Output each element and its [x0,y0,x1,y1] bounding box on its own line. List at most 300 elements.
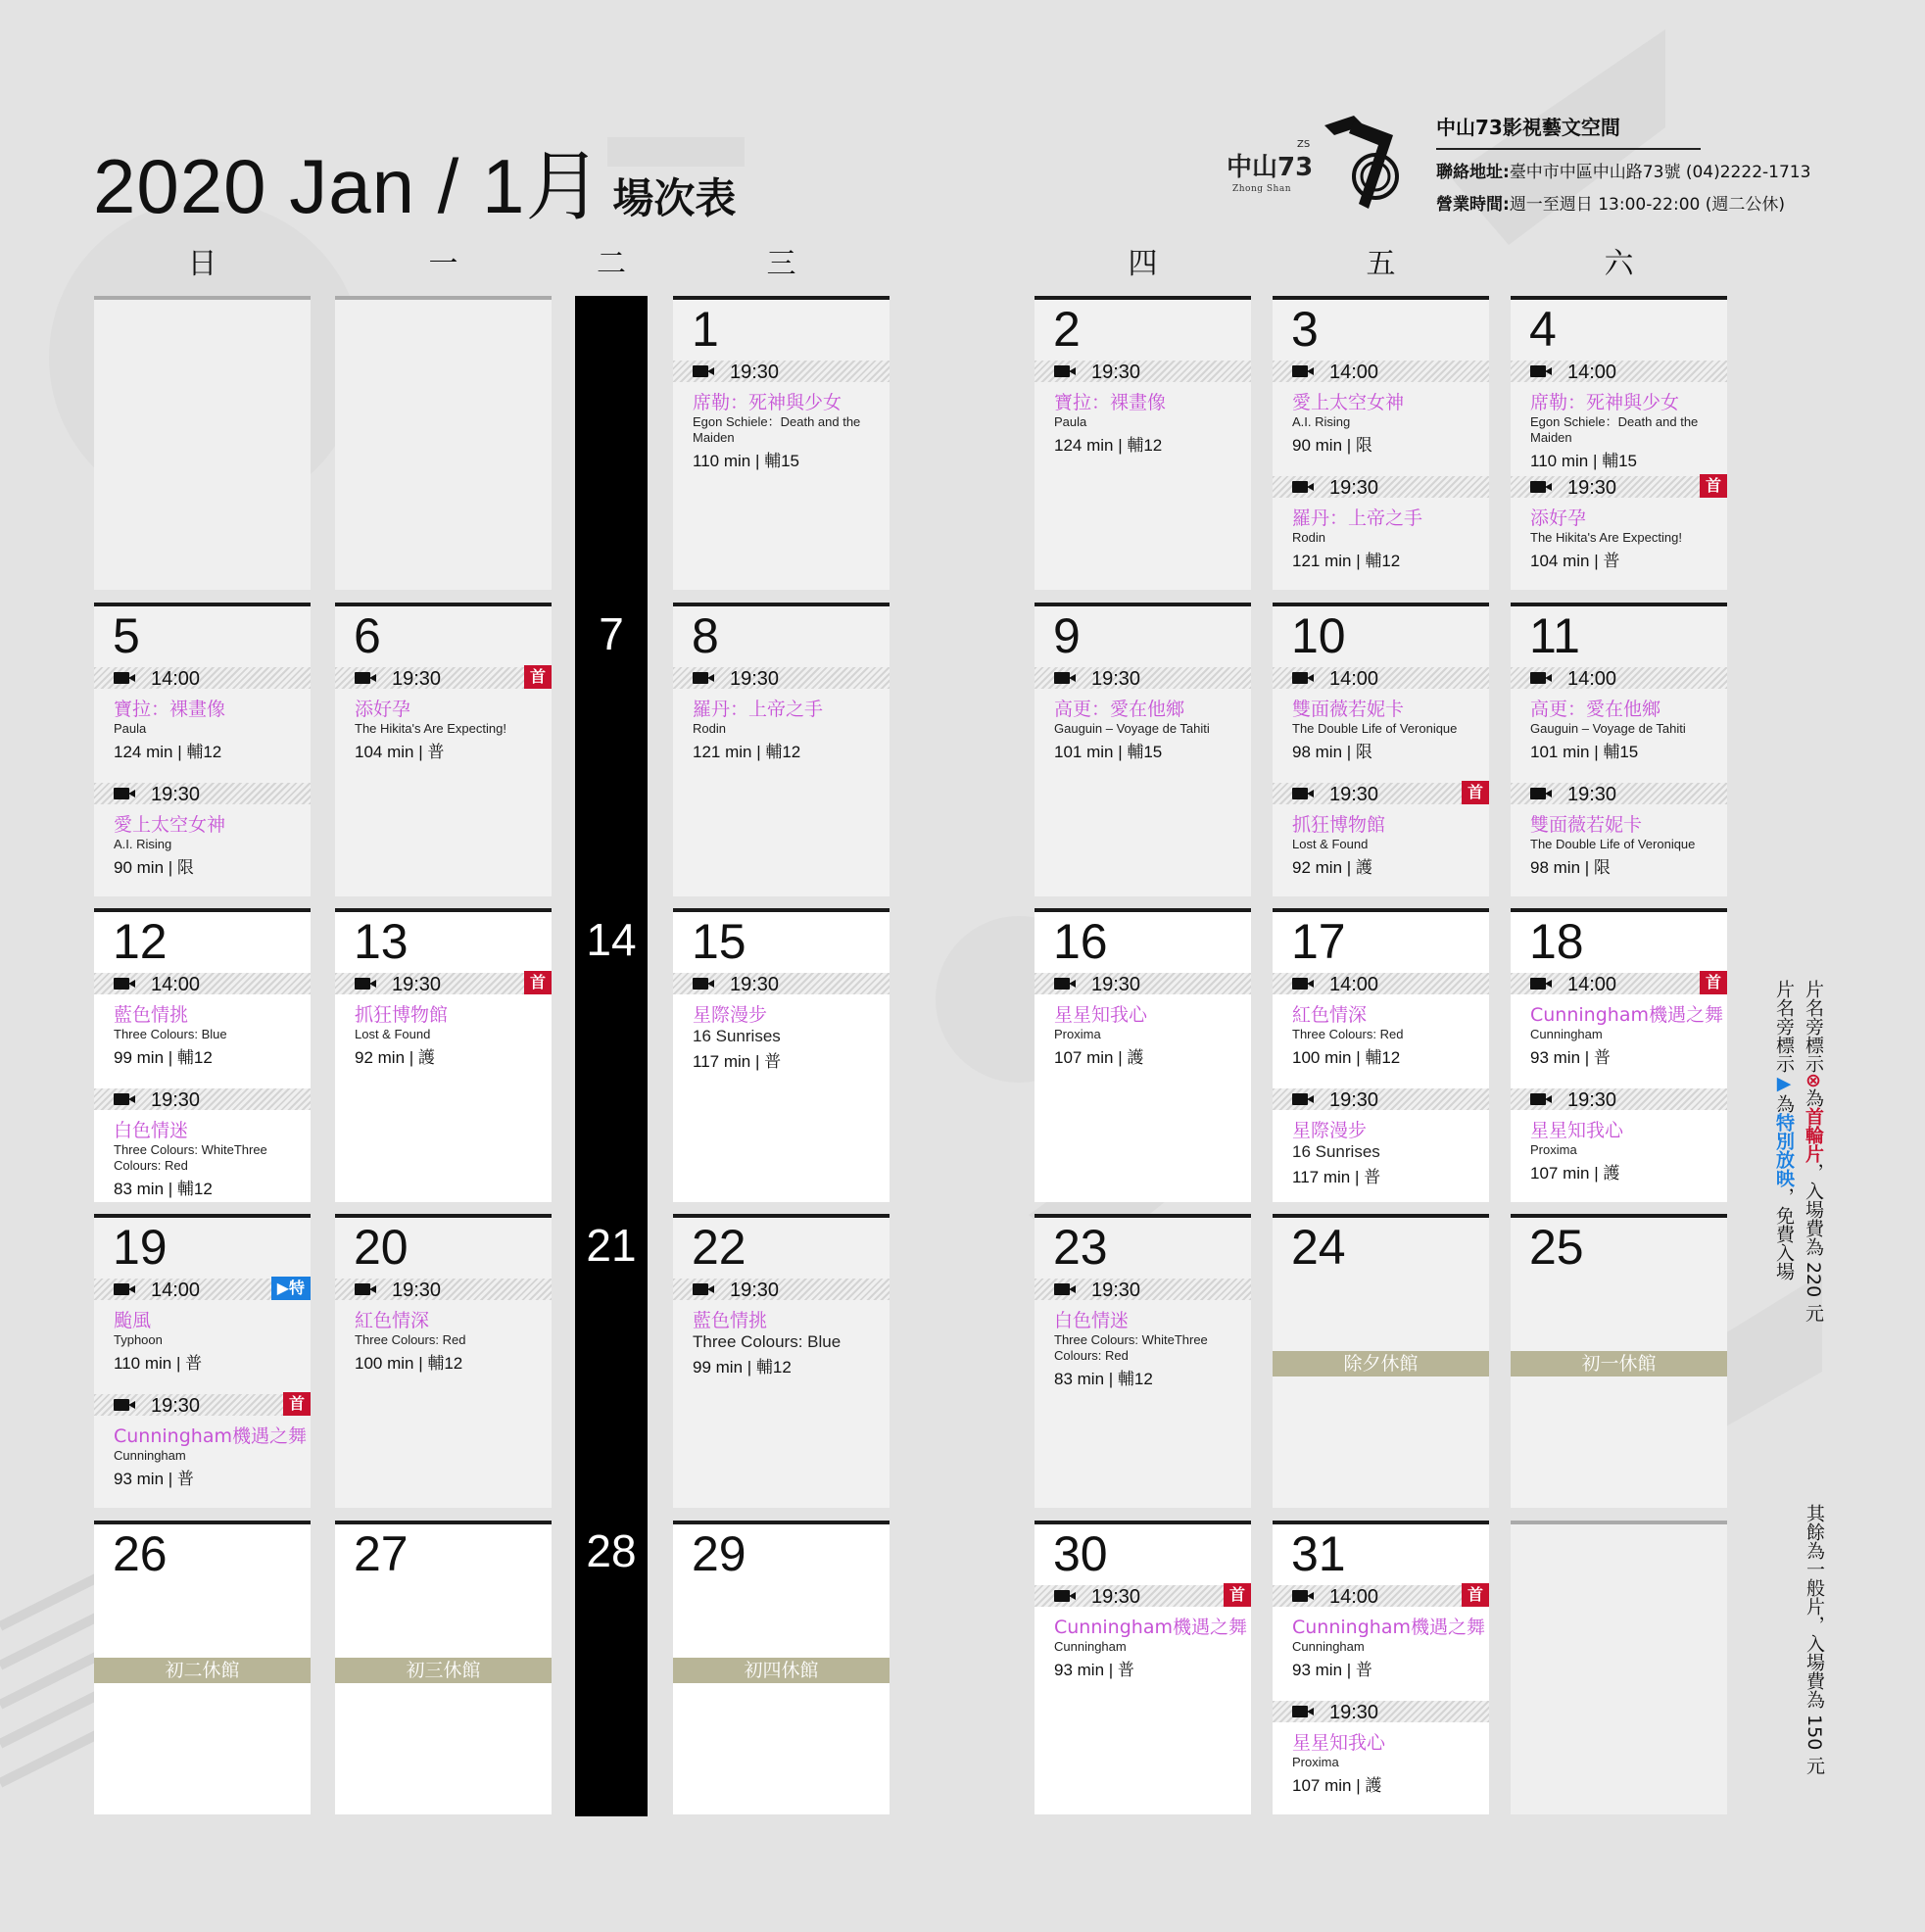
film-english-title: Rodin [693,721,726,736]
first-run-badge: 首 [1462,1583,1489,1607]
logo-mark-icon [1324,116,1403,214]
weekday-thu: 四 [1128,247,1158,281]
film-duration-rating: 101 min | 輔15 [1530,743,1639,761]
screening[interactable] [94,783,311,878]
tuesday-closed-column [575,296,648,1816]
film-title[interactable]: 紅色情深 [1292,1004,1368,1026]
screening-time: 14:00 [151,1280,201,1301]
screening[interactable] [335,973,552,1068]
day-cell-13 [335,908,552,1202]
screening-time-bar [94,783,311,804]
day-number: 31 [1291,1526,1346,1581]
film-duration-rating: 117 min | 普 [1292,1168,1381,1186]
legend-special-word: 特別放映 [1773,1113,1795,1187]
day-number: 25 [1529,1220,1584,1275]
title-sub: 場次表 [612,174,737,222]
camera-icon [1530,672,1546,684]
camera-icon [1292,978,1308,990]
screening[interactable] [1273,667,1489,762]
day-cell-2 [1035,296,1251,590]
screening[interactable] [1511,973,1727,1068]
first-run-badge: 首 [524,665,552,689]
screening-time: 19:30 [1329,1702,1379,1723]
film-title[interactable]: 席勒：死神與少女 [1530,392,1680,413]
venue-name: 中山73影視藝文空間 [1436,112,1701,150]
film-duration-rating: 92 min | 護 [355,1048,435,1067]
film-english-title: Typhoon [114,1332,163,1347]
special-badge-icon: ▶ [1773,1073,1795,1094]
film-english-title: Lost & Found [355,1027,431,1041]
day-number: 29 [692,1526,746,1581]
film-title[interactable]: 雙面薇若妮卡 [1292,699,1405,720]
film-title[interactable]: 白色情迷 [114,1120,189,1141]
screening[interactable] [1511,667,1727,762]
film-english-title: Proxima [1292,1755,1339,1769]
screening-time: 14:00 [1329,668,1379,690]
screening-time: 19:30 [1567,784,1617,805]
film-title[interactable]: 羅丹：上帝之手 [1292,507,1423,529]
screening[interactable] [1511,361,1727,471]
day-cell-27 [335,1521,552,1814]
legend-special-mid: 為 [1773,1094,1795,1113]
screening[interactable] [1511,783,1727,878]
camera-icon [114,1399,129,1411]
film-title[interactable]: 藍色情挑 [693,1310,768,1331]
film-english-title: 16 Sunrises [693,1027,781,1045]
film-duration-rating: 92 min | 護 [1292,858,1372,877]
day-number: 6 [354,608,381,663]
logo-zh: 中山73 [1227,153,1314,182]
day-number: 27 [354,1526,409,1581]
screening[interactable] [1273,1701,1489,1796]
screening-time-bar [1273,1585,1489,1607]
screening[interactable] [1035,1585,1251,1680]
day-cell-24 [1273,1214,1489,1508]
screening-time-bar [1273,361,1489,382]
screening[interactable] [1273,783,1489,878]
day-cell-25 [1511,1214,1727,1508]
film-english-title: Three Colours: WhiteThree Colours: Red [1054,1332,1208,1363]
tuesday-day-28: 28 [586,1525,637,1576]
screening-time: 19:30 [151,784,201,805]
film-english-title: Cunningham [1530,1027,1603,1041]
screening-time: 19:30 [1329,784,1379,805]
film-english-title: Lost & Found [1292,837,1369,851]
logo-en: Zhong Shan [1232,184,1292,194]
camera-icon [1530,788,1546,799]
day-number: 18 [1529,914,1584,969]
legend-first-run [1801,980,1827,1322]
camera-icon [1530,1093,1546,1105]
film-english-title: Three Colours: WhiteThree Colours: Red [114,1142,267,1173]
day-number: 19 [113,1220,168,1275]
screening-time-bar [1035,667,1251,689]
venue-info [1436,112,1857,215]
screening-time-bar [1035,1585,1251,1607]
screening[interactable] [1035,973,1251,1068]
film-duration-rating: 124 min | 輔12 [1054,436,1163,455]
day-number: 11 [1529,608,1580,663]
first-run-badge: 首 [1700,474,1727,498]
screening-time: 14:00 [151,974,201,995]
film-english-title: The Double Life of Veronique [1530,837,1696,851]
film-duration-rating: 90 min | 限 [1292,436,1372,455]
screening[interactable] [94,973,311,1068]
screening[interactable] [94,667,311,762]
screening-time: 14:00 [151,668,201,690]
screening[interactable] [673,973,890,1072]
logo-zs: ZS [1297,139,1311,150]
screening-time: 19:30 [1091,668,1141,690]
day-number: 8 [692,608,719,663]
camera-icon [114,788,129,799]
screening-time-bar [1511,973,1727,994]
film-english-title: Paula [1054,414,1087,429]
day-cell-12 [94,908,311,1202]
screening[interactable] [94,1088,311,1199]
day-cell-18 [1511,908,1727,1202]
film-title[interactable]: 颱風 [114,1310,152,1331]
camera-icon [355,672,370,684]
day-cell-15 [673,908,890,1202]
film-title[interactable]: 寶拉：裸畫像 [114,699,226,720]
venue-logo [1227,108,1403,216]
screening-time: 14:00 [1329,362,1379,383]
day-number: 13 [354,914,409,969]
day-cell-31 [1273,1521,1489,1814]
screening-time: 19:30 [151,1395,201,1417]
screening-time-bar [1273,1088,1489,1110]
film-english-title: 16 Sunrises [1292,1142,1380,1161]
screening-time-bar [335,973,552,994]
day-number: 23 [1053,1220,1108,1275]
film-duration-rating: 83 min | 輔12 [1054,1370,1153,1388]
venue-address [1436,158,1857,182]
day-cell-17 [1273,908,1489,1202]
legend [1773,980,1824,1391]
film-english-title: Gauguin – Voyage de Tahiti [1530,721,1686,736]
day-cell-9 [1035,603,1251,896]
film-english-title: Three Colours: Red [355,1332,466,1347]
screening-time: 19:30 [1091,974,1141,995]
title-main: 2020 Jan / 1月 [93,143,603,229]
film-title[interactable]: 星星知我心 [1054,1004,1148,1026]
day-number: 24 [1291,1220,1346,1275]
film-english-title: A.I. Rising [1292,414,1351,429]
film-title[interactable]: 藍色情挑 [114,1004,189,1026]
screening[interactable] [1273,1088,1489,1187]
film-duration-rating: 100 min | 輔12 [355,1354,463,1373]
film-duration-rating: 93 min | 普 [1530,1048,1611,1067]
film-english-title: The Hikita's Are Expecting! [1530,530,1682,545]
day-number: 15 [692,914,746,969]
film-english-title: Cunningham [114,1448,186,1463]
film-duration-rating: 98 min | 限 [1292,743,1372,761]
camera-icon [1530,481,1546,493]
day-number: 26 [113,1526,168,1581]
screening[interactable] [673,361,890,471]
screening[interactable] [1035,667,1251,762]
film-duration-rating: 99 min | 輔12 [114,1048,213,1067]
closed-banner: 除夕休館 [1273,1351,1489,1377]
screening-time-bar [1273,476,1489,498]
film-duration-rating: 107 min | 護 [1292,1776,1382,1795]
legend-special [1771,980,1798,1280]
day-number: 17 [1291,914,1346,969]
first-run-badge: 首 [1700,971,1727,994]
screening-time: 19:30 [392,1280,442,1301]
film-duration-rating: 110 min | 普 [114,1354,203,1373]
legend-first-tail: ，入場費為 220 元 [1803,1162,1824,1323]
day-cell-16 [1035,908,1251,1202]
film-english-title: Egon Schiele：Death and the Maiden [693,414,861,445]
screening-time-bar [94,973,311,994]
hours-value: 週一至週日 13:00-22:00 (週二公休) [1509,195,1786,215]
venue-hours [1436,190,1857,215]
screening-time-bar [673,361,890,382]
film-duration-rating: 121 min | 輔12 [693,743,801,761]
film-duration-rating: 107 min | 護 [1054,1048,1144,1067]
film-english-title: Cunningham [1054,1639,1127,1654]
film-title[interactable]: Cunningham機遇之舞 [1292,1617,1485,1638]
film-title[interactable]: 星星知我心 [1530,1120,1624,1141]
day-cell-6 [335,603,552,896]
film-english-title: Proxima [1054,1027,1101,1041]
screening[interactable] [335,1279,552,1374]
weekday-mon: 一 [428,247,458,281]
legend-special-tail: ，免費入場 [1773,1187,1795,1280]
page-title [93,125,736,235]
screening[interactable] [673,667,890,762]
film-duration-rating: 104 min | 普 [1530,552,1620,570]
film-title[interactable]: 紅色情深 [355,1310,430,1331]
weekday-sat: 六 [1604,247,1634,281]
day-cell-26 [94,1521,311,1814]
screening[interactable] [1511,476,1727,571]
day-number: 9 [1053,608,1081,663]
screening-time-bar [335,667,552,689]
weekday-fri: 五 [1366,247,1396,281]
film-title[interactable]: 星際漫步 [693,1004,768,1026]
film-duration-rating: 104 min | 普 [355,743,445,761]
film-title[interactable]: Cunningham機遇之舞 [1054,1617,1247,1638]
film-english-title: Gauguin – Voyage de Tahiti [1054,721,1210,736]
screening[interactable] [94,1394,311,1489]
day-cell-1 [673,296,890,590]
weekday-wed: 三 [766,247,796,281]
screening-time: 19:30 [1329,1089,1379,1111]
screening[interactable] [1273,1585,1489,1680]
day-cell-10 [1273,603,1489,896]
screening-time: 14:00 [1567,974,1617,995]
weekday-sun: 日 [187,247,217,281]
day-number: 16 [1053,914,1108,969]
camera-icon [114,978,129,990]
film-title[interactable]: 星際漫步 [1292,1120,1368,1141]
screening[interactable] [335,667,552,762]
camera-icon [1054,978,1070,990]
film-duration-rating: 110 min | 輔15 [1530,452,1637,470]
film-duration-rating: 99 min | 輔12 [693,1358,792,1377]
film-english-title: A.I. Rising [114,837,172,851]
film-title[interactable]: 星星知我心 [1292,1732,1386,1754]
closed-banner: 初一休館 [1511,1351,1727,1377]
film-english-title: Egon Schiele：Death and the Maiden [1530,414,1699,445]
film-title[interactable]: 抓狂博物館 [1292,814,1386,836]
day-number: 30 [1053,1526,1108,1581]
screening-time: 19:30 [1091,1280,1141,1301]
film-duration-rating: 90 min | 限 [114,858,194,877]
camera-icon [1054,1283,1070,1295]
screening[interactable] [1035,1279,1251,1389]
film-duration-rating: 110 min | 輔15 [693,452,799,470]
film-duration-rating: 93 min | 普 [1292,1661,1372,1679]
film-title[interactable]: 愛上太空女神 [114,814,226,836]
tuesday-day-7: 7 [599,608,624,659]
film-duration-rating: 107 min | 護 [1530,1164,1620,1183]
screening-time: 19:30 [1329,477,1379,499]
camera-icon [1054,1590,1070,1602]
film-duration-rating: 93 min | 普 [1054,1661,1134,1679]
day-cell-4 [1511,296,1727,590]
film-title[interactable]: 添好孕 [355,699,411,720]
screening-time: 14:00 [1329,974,1379,995]
screening[interactable] [1273,973,1489,1068]
day-number: 4 [1529,302,1557,357]
screening-time-bar [1273,1701,1489,1722]
screening[interactable] [1511,1088,1727,1183]
screening-time: 19:30 [730,1280,780,1301]
screening[interactable] [1035,361,1251,456]
screening-time-bar [1273,973,1489,994]
film-title[interactable]: 抓狂博物館 [355,1004,449,1026]
day-number: 2 [1053,302,1081,357]
camera-icon [1054,365,1070,377]
camera-icon [1054,672,1070,684]
screening-time-bar [94,1394,311,1416]
screening-time: 19:30 [730,668,780,690]
screening-time: 19:30 [1091,1586,1141,1608]
camera-icon [355,978,370,990]
day-cell-30 [1035,1521,1251,1814]
screening-time: 19:30 [1567,1089,1617,1111]
day-cell-22 [673,1214,890,1508]
empty-cell [1511,1521,1727,1814]
screening-time: 19:30 [392,668,442,690]
screening-time-bar [1273,667,1489,689]
closed-banner: 初三休館 [335,1658,552,1683]
legend-first-text: 片名旁標示 [1803,980,1824,1073]
film-title[interactable]: 白色情迷 [1054,1310,1130,1331]
tuesday-day-21: 21 [586,1220,637,1271]
day-cell-3 [1273,296,1489,590]
day-cell-5 [94,603,311,896]
camera-icon [1292,672,1308,684]
screening-time-bar [1511,1088,1727,1110]
camera-icon [1292,481,1308,493]
day-cell-8 [673,603,890,896]
screening[interactable] [673,1279,890,1377]
screening-time-bar [1273,783,1489,804]
day-number: 3 [1291,302,1319,357]
address-label: 聯絡地址: [1436,163,1510,182]
film-title[interactable]: 高更：愛在他鄉 [1054,699,1185,720]
first-run-badge: 首 [1224,1583,1251,1607]
screening-time: 19:30 [1091,362,1141,383]
screening-time: 19:30 [151,1089,201,1111]
day-number: 1 [692,302,719,357]
empty-cell [335,296,552,590]
weekday-tue: 二 [597,247,626,281]
legend-general: 其餘為一般片，入場費為 150 元 [1804,1504,1825,1775]
film-title[interactable]: 高更：愛在他鄉 [1530,699,1661,720]
camera-icon [1530,978,1546,990]
film-duration-rating: 121 min | 輔12 [1292,552,1401,570]
day-number: 22 [692,1220,746,1275]
film-duration-rating: 93 min | 普 [114,1470,194,1488]
film-english-title: The Double Life of Veronique [1292,721,1458,736]
first-run-badge: 首 [283,1392,311,1416]
film-english-title: Paula [114,721,147,736]
film-title[interactable]: Cunningham機遇之舞 [1530,1004,1723,1026]
screening-time: 14:00 [1567,668,1617,690]
film-title[interactable]: 愛上太空女神 [1292,392,1405,413]
film-english-title: Proxima [1530,1142,1577,1157]
day-cell-29 [673,1521,890,1814]
camera-icon [114,672,129,684]
day-number: 5 [113,608,140,663]
camera-icon [693,1283,708,1295]
film-english-title: Three Colours: Blue [693,1332,842,1351]
day-number: 10 [1291,608,1346,663]
film-duration-rating: 101 min | 輔15 [1054,743,1163,761]
screening-time-bar [1035,973,1251,994]
day-cell-11 [1511,603,1727,896]
legend-special-text: 片名旁標示 [1773,980,1795,1073]
day-number: 12 [113,914,168,969]
screening-time-bar [1511,476,1727,498]
screening[interactable] [94,1279,311,1374]
address-value: 臺中市中區中山路73號 (04)2222-1713 [1509,163,1811,182]
special-screening-badge: ▶特 [271,1277,311,1300]
film-english-title: Three Colours: Red [1292,1027,1404,1041]
film-duration-rating: 98 min | 限 [1530,858,1611,877]
film-title[interactable]: 席勒：死神與少女 [693,392,842,413]
screening-time: 19:30 [1567,477,1617,499]
screening[interactable] [1273,361,1489,456]
film-title[interactable]: 添好孕 [1530,507,1587,529]
first-run-badge: 首 [524,971,552,994]
screening[interactable] [1273,476,1489,571]
film-english-title: The Hikita's Are Expecting! [355,721,506,736]
film-title[interactable]: 寶拉：裸畫像 [1054,392,1167,413]
first-run-badge: 首 [1462,781,1489,804]
closed-banner: 初四休館 [673,1658,890,1683]
screening-time-bar [673,973,890,994]
film-title[interactable]: 雙面薇若妮卡 [1530,814,1643,836]
camera-icon [693,978,708,990]
screening-time: 19:30 [730,974,780,995]
film-title[interactable]: 羅丹：上帝之手 [693,699,824,720]
film-duration-rating: 117 min | 普 [693,1052,782,1071]
hours-label: 營業時間: [1436,195,1510,215]
screening-time-bar [1511,361,1727,382]
legend-first-word: 首輪片 [1803,1106,1824,1163]
screening-time-bar [94,1088,311,1110]
film-title[interactable]: Cunningham機遇之舞 [114,1425,307,1447]
day-cell-20 [335,1214,552,1508]
screening-time: 19:30 [730,362,780,383]
